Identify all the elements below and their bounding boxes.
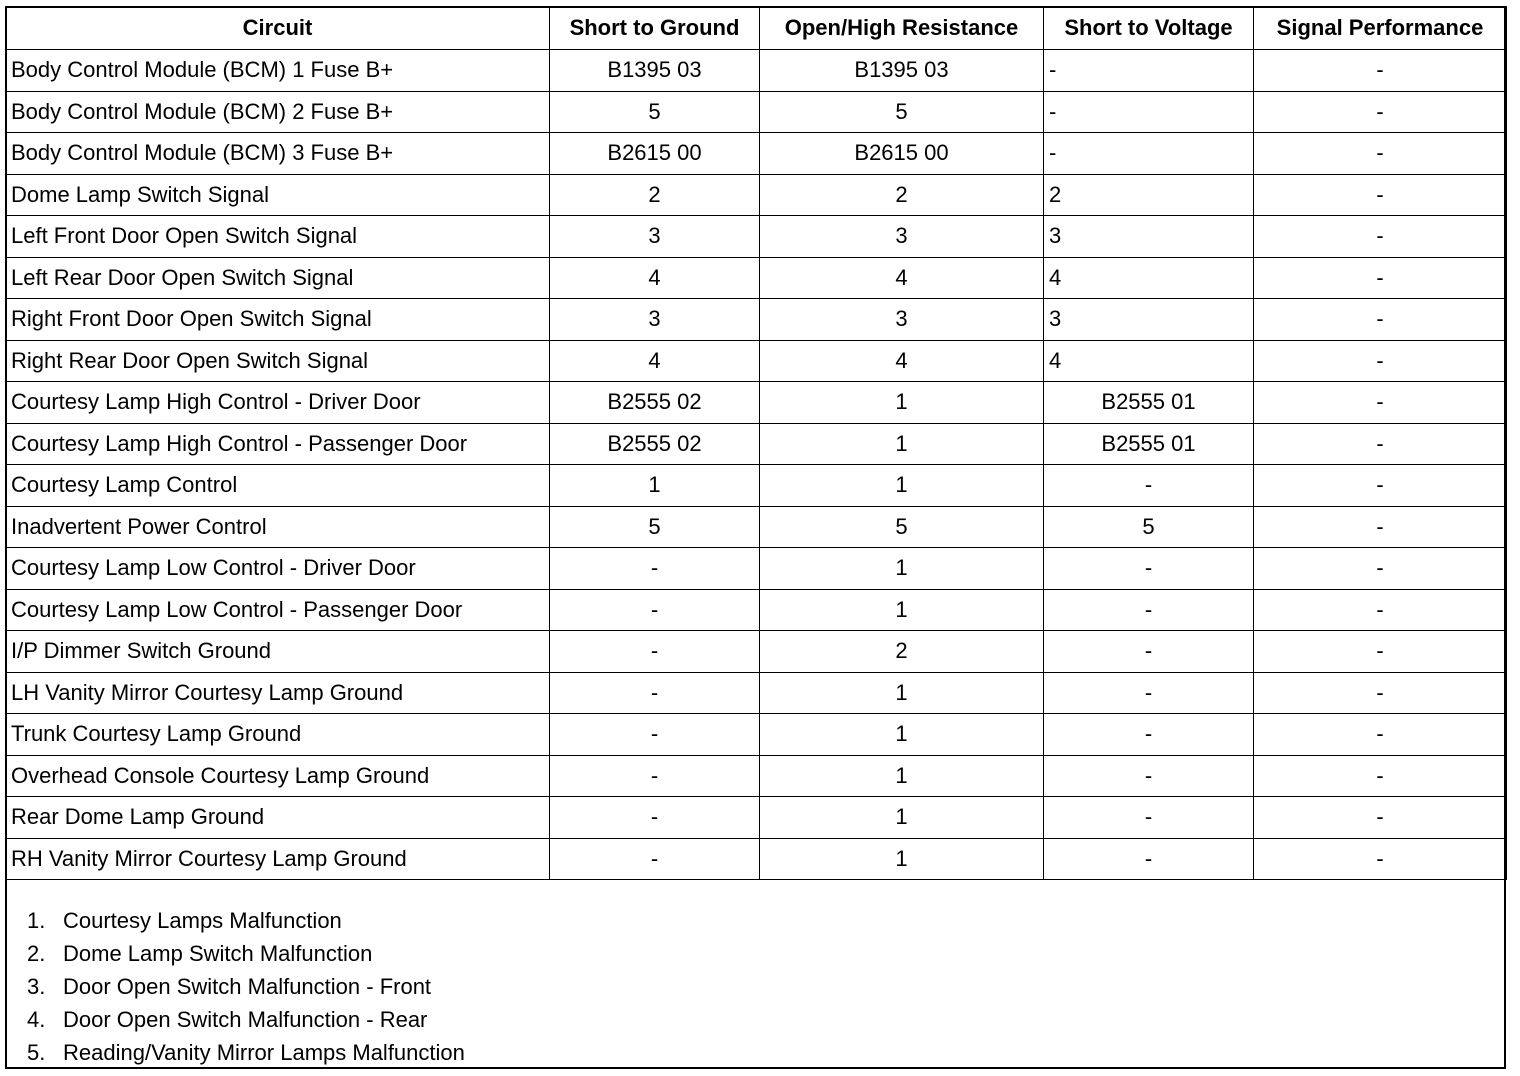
header-short-to-voltage: Short to Voltage <box>1044 7 1254 50</box>
cell-circuit: Inadvertent Power Control <box>6 506 550 548</box>
footnote-text: Door Open Switch Malfunction - Front <box>63 974 432 999</box>
cell-short-to-ground: - <box>550 589 760 631</box>
cell-circuit: Courtesy Lamp Low Control - Driver Door <box>6 548 550 590</box>
cell-short-to-voltage: - <box>1044 91 1254 133</box>
table-header-row <box>6 7 1507 50</box>
cell-signal-performance: - <box>1254 838 1507 880</box>
header-short-to-ground: Short to Ground <box>550 7 760 50</box>
cell-circuit: Left Rear Door Open Switch Signal <box>6 257 550 299</box>
cell-short-to-voltage: - <box>1044 465 1254 507</box>
cell-short-to-ground: 4 <box>550 340 760 382</box>
footnote-number: 3. <box>27 974 46 999</box>
cell-open-high-resistance: 2 <box>760 174 1044 216</box>
cell-signal-performance: - <box>1254 631 1507 673</box>
cell-open-high-resistance: 1 <box>760 382 1044 424</box>
cell-signal-performance: - <box>1254 465 1507 507</box>
cell-short-to-voltage: - <box>1044 631 1254 673</box>
cell-short-to-ground: - <box>550 755 760 797</box>
cell-short-to-ground: 1 <box>550 465 760 507</box>
cell-circuit: Left Front Door Open Switch Signal <box>6 216 550 258</box>
cell-signal-performance: - <box>1254 506 1507 548</box>
table-row <box>6 257 1507 299</box>
cell-circuit: I/P Dimmer Switch Ground <box>6 631 550 673</box>
cell-short-to-voltage: - <box>1044 714 1254 756</box>
cell-open-high-resistance: 1 <box>760 423 1044 465</box>
table-row <box>6 589 1507 631</box>
cell-circuit: Courtesy Lamp High Control - Passenger Door <box>6 423 550 465</box>
cell-short-to-voltage: 3 <box>1044 299 1254 341</box>
cell-short-to-voltage: 2 <box>1044 174 1254 216</box>
cell-signal-performance: - <box>1254 423 1507 465</box>
table-row <box>6 299 1507 341</box>
table-row <box>6 506 1507 548</box>
cell-short-to-voltage: B2555 01 <box>1044 382 1254 424</box>
table-row <box>6 465 1507 507</box>
table-row <box>6 423 1507 465</box>
footnote-text: Reading/Vanity Mirror Lamps Malfunction <box>63 1040 465 1065</box>
footnote-item <box>27 1003 465 1036</box>
cell-signal-performance: - <box>1254 755 1507 797</box>
cell-short-to-ground: - <box>550 631 760 673</box>
cell-signal-performance: - <box>1254 216 1507 258</box>
cell-circuit: Courtesy Lamp Control <box>6 465 550 507</box>
cell-short-to-voltage: 5 <box>1044 506 1254 548</box>
footnote-text: Door Open Switch Malfunction - Rear <box>63 1007 428 1032</box>
cell-short-to-ground: B2555 02 <box>550 382 760 424</box>
cell-open-high-resistance: 5 <box>760 91 1044 133</box>
cell-open-high-resistance: 1 <box>760 589 1044 631</box>
footnote-number: 2. <box>27 941 46 966</box>
cell-short-to-ground: B2615 00 <box>550 133 760 175</box>
cell-circuit: Courtesy Lamp Low Control - Passenger Door <box>6 589 550 631</box>
cell-circuit: Right Front Door Open Switch Signal <box>6 299 550 341</box>
table-row <box>6 755 1507 797</box>
cell-open-high-resistance: B2615 00 <box>760 133 1044 175</box>
cell-signal-performance: - <box>1254 50 1507 92</box>
cell-short-to-ground: 5 <box>550 506 760 548</box>
cell-short-to-voltage: B2555 01 <box>1044 423 1254 465</box>
cell-circuit: Body Control Module (BCM) 2 Fuse B+ <box>6 91 550 133</box>
table-row <box>6 340 1507 382</box>
table-row <box>6 631 1507 673</box>
cell-short-to-voltage: - <box>1044 838 1254 880</box>
cell-open-high-resistance: 1 <box>760 548 1044 590</box>
cell-short-to-ground: 3 <box>550 216 760 258</box>
cell-circuit: Courtesy Lamp High Control - Driver Door <box>6 382 550 424</box>
cell-signal-performance: - <box>1254 340 1507 382</box>
table-row <box>6 797 1507 839</box>
cell-short-to-voltage: 4 <box>1044 257 1254 299</box>
table-row <box>6 838 1507 880</box>
cell-circuit: Body Control Module (BCM) 3 Fuse B+ <box>6 133 550 175</box>
table-row <box>6 216 1507 258</box>
table-row <box>6 548 1507 590</box>
cell-open-high-resistance: 1 <box>760 755 1044 797</box>
header-open-high-resistance: Open/High Resistance <box>760 7 1044 50</box>
header-circuit: Circuit <box>6 7 550 50</box>
cell-short-to-ground: - <box>550 838 760 880</box>
circuit-diagnostic-table <box>5 6 1507 880</box>
footnote-text: Courtesy Lamps Malfunction <box>63 908 342 933</box>
cell-short-to-voltage: - <box>1044 672 1254 714</box>
cell-signal-performance: - <box>1254 382 1507 424</box>
cell-open-high-resistance: 1 <box>760 797 1044 839</box>
footnote-number: 5. <box>27 1040 46 1065</box>
cell-short-to-voltage: - <box>1044 589 1254 631</box>
cell-open-high-resistance: 1 <box>760 465 1044 507</box>
table-row <box>6 133 1507 175</box>
footnote-item <box>27 904 465 937</box>
cell-circuit: Dome Lamp Switch Signal <box>6 174 550 216</box>
cell-open-high-resistance: 4 <box>760 340 1044 382</box>
cell-short-to-ground: - <box>550 797 760 839</box>
cell-open-high-resistance: 1 <box>760 714 1044 756</box>
footnotes <box>27 904 465 1069</box>
diagnostic-table-sheet <box>5 6 1506 1069</box>
cell-short-to-voltage: - <box>1044 133 1254 175</box>
table-row <box>6 174 1507 216</box>
footnote-item <box>27 937 465 970</box>
cell-open-high-resistance: 3 <box>760 216 1044 258</box>
cell-open-high-resistance: 2 <box>760 631 1044 673</box>
footnote-number: 1. <box>27 908 46 933</box>
cell-short-to-ground: B1395 03 <box>550 50 760 92</box>
cell-signal-performance: - <box>1254 548 1507 590</box>
cell-short-to-ground: - <box>550 714 760 756</box>
table-row <box>6 714 1507 756</box>
table-body <box>6 50 1507 880</box>
cell-open-high-resistance: 4 <box>760 257 1044 299</box>
footnote-number: 4. <box>27 1007 46 1032</box>
cell-open-high-resistance: 3 <box>760 299 1044 341</box>
cell-short-to-voltage: 4 <box>1044 340 1254 382</box>
cell-open-high-resistance: B1395 03 <box>760 50 1044 92</box>
footnote-text: Dome Lamp Switch Malfunction <box>63 941 373 966</box>
cell-circuit: Trunk Courtesy Lamp Ground <box>6 714 550 756</box>
cell-open-high-resistance: 1 <box>760 838 1044 880</box>
cell-circuit: Body Control Module (BCM) 1 Fuse B+ <box>6 50 550 92</box>
header-signal-performance: Signal Performance <box>1254 7 1507 50</box>
cell-short-to-ground: 2 <box>550 174 760 216</box>
cell-short-to-voltage: - <box>1044 50 1254 92</box>
cell-circuit: RH Vanity Mirror Courtesy Lamp Ground <box>6 838 550 880</box>
cell-short-to-ground: B2555 02 <box>550 423 760 465</box>
cell-circuit: LH Vanity Mirror Courtesy Lamp Ground <box>6 672 550 714</box>
cell-signal-performance: - <box>1254 714 1507 756</box>
table-row <box>6 50 1507 92</box>
cell-circuit: Rear Dome Lamp Ground <box>6 797 550 839</box>
footnote-item <box>27 970 465 1003</box>
cell-open-high-resistance: 1 <box>760 672 1044 714</box>
cell-signal-performance: - <box>1254 589 1507 631</box>
cell-short-to-ground: - <box>550 672 760 714</box>
cell-open-high-resistance: 5 <box>760 506 1044 548</box>
cell-short-to-voltage: - <box>1044 797 1254 839</box>
cell-short-to-voltage: 3 <box>1044 216 1254 258</box>
cell-signal-performance: - <box>1254 797 1507 839</box>
cell-short-to-ground: 5 <box>550 91 760 133</box>
cell-signal-performance: - <box>1254 133 1507 175</box>
cell-signal-performance: - <box>1254 257 1507 299</box>
cell-short-to-ground: 3 <box>550 299 760 341</box>
cell-short-to-ground: - <box>550 548 760 590</box>
cell-signal-performance: - <box>1254 91 1507 133</box>
cell-signal-performance: - <box>1254 174 1507 216</box>
cell-circuit: Right Rear Door Open Switch Signal <box>6 340 550 382</box>
footnote-item <box>27 1036 465 1069</box>
cell-signal-performance: - <box>1254 672 1507 714</box>
cell-circuit: Overhead Console Courtesy Lamp Ground <box>6 755 550 797</box>
cell-short-to-ground: 4 <box>550 257 760 299</box>
cell-signal-performance: - <box>1254 299 1507 341</box>
table-row <box>6 91 1507 133</box>
table-row <box>6 382 1507 424</box>
cell-short-to-voltage: - <box>1044 755 1254 797</box>
table-row <box>6 672 1507 714</box>
cell-short-to-voltage: - <box>1044 548 1254 590</box>
